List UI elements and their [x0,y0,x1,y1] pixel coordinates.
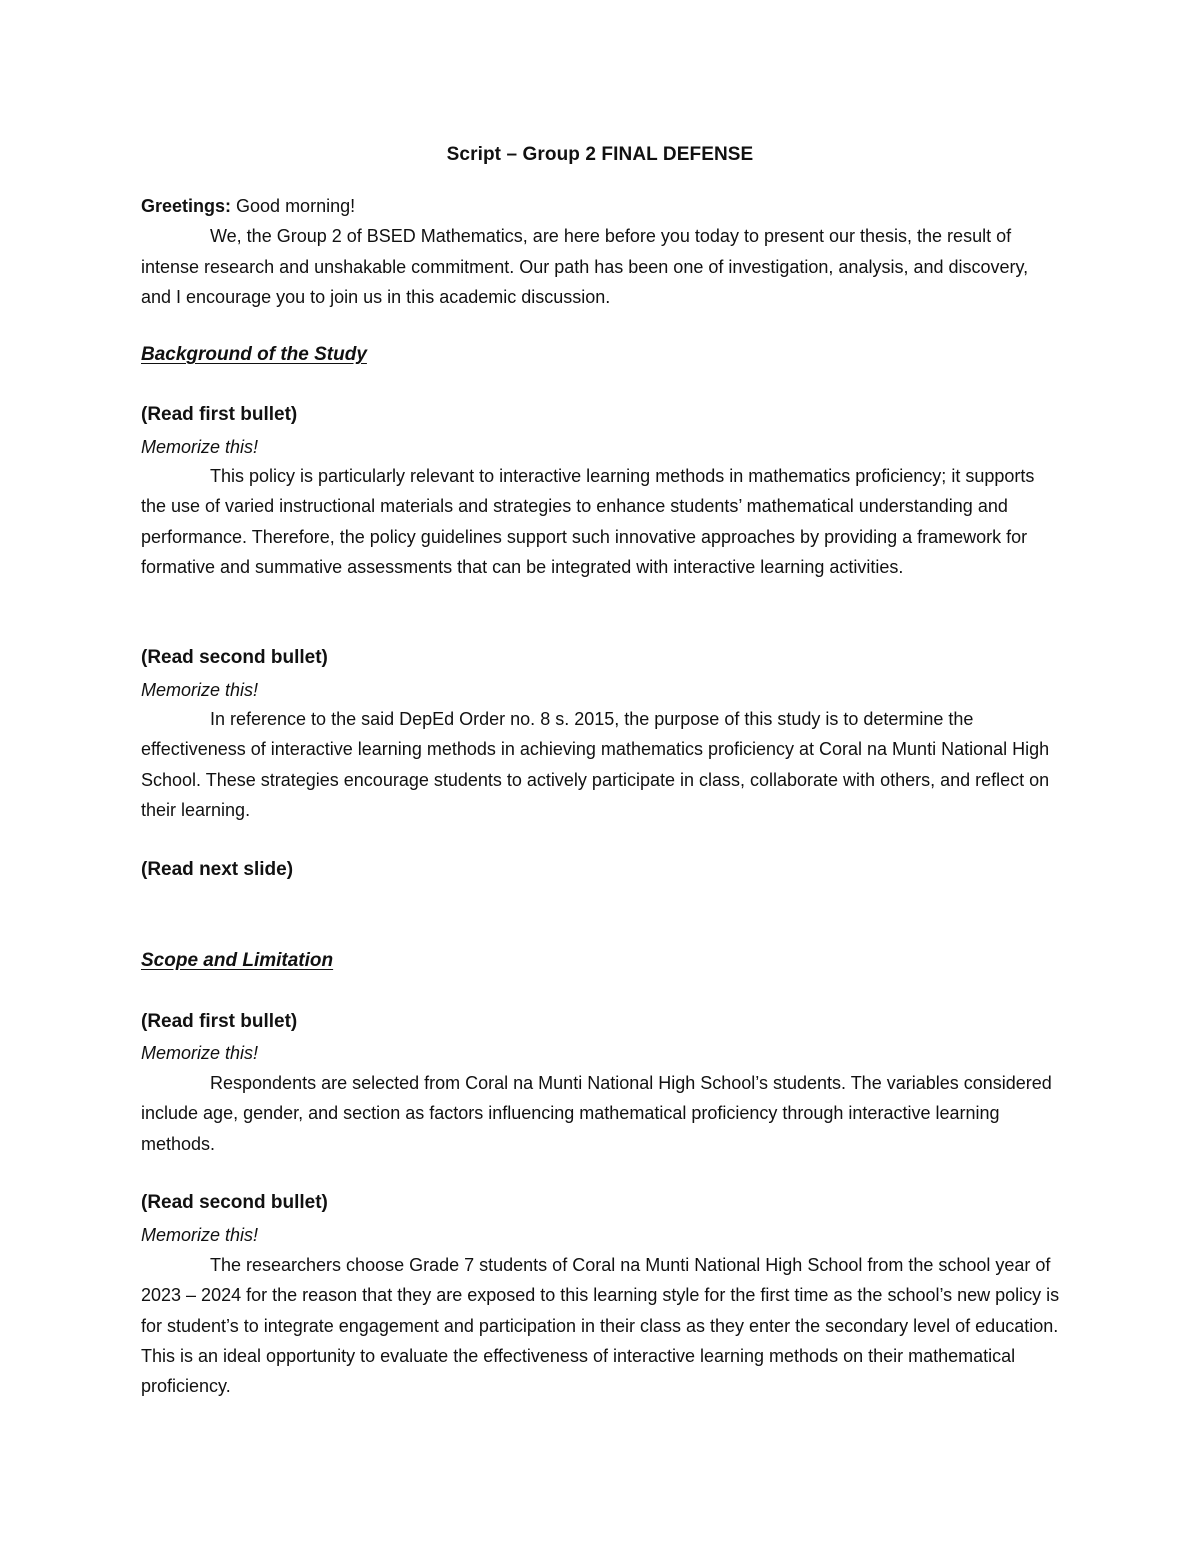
greetings-section [141,191,1061,312]
read-next-slide: (Read next slide) [141,859,294,880]
background-bullet1-block [141,461,1061,582]
scope-heading: Scope and Limitation [141,950,334,971]
greetings-text: Good morning! [231,196,356,216]
greetings-paragraph: We, the Group 2 of BSED Mathematics, are here before you today to present our thesis, the result of intense research and unshakable commitment. Our path has been one of investigation, analysis, and discovery, and I encourage you to join us in this academic discussion. [141,226,1029,307]
greetings-label: Greetings: [141,196,232,216]
background-bullet2-block [141,704,1061,825]
scope-bullet2-text: The researchers choose Grade 7 students of Coral na Munti National High School from the school year of 2023 – 2024 for the reason that they are exposed to this learning style for the first time as the school’s new policy is for student’s to integrate engagement and participation in their class as they enter the secondary level of education. This is an ideal opportunity to evaluate the effectiveness of interactive learning methods on their mathematical proficiency. [141,1255,1060,1397]
background-bullet2-label: (Read second bullet) [141,647,328,668]
scope-bullet1-note: Memorize this! [141,1043,259,1063]
scope-bullet2-block [141,1250,1061,1401]
background-bullet1-text: This policy is particularly relevant to interactive learning methods in mathematics proficiency; it supports the use of varied instructional materials and strategies to enhance students’ mathematical understanding and performance. Therefore, the policy guidelines support such innovative approaches by providing a framework for formative and summative assessments that can be integrated with interactive learning activities. [141,466,1035,577]
scope-bullet1-text: Respondents are selected from Coral na Munti National High School’s students. The variables considered include age, gender, and section as factors influencing mathematical proficiency through interactive learning methods. [141,1073,1052,1154]
background-bullet1-label: (Read first bullet) [141,404,298,425]
background-bullet2-note: Memorize this! [141,680,259,700]
scope-bullet2-label: (Read second bullet) [141,1192,328,1213]
scope-bullet2-note: Memorize this! [141,1225,259,1245]
scope-bullet1-label: (Read first bullet) [141,1011,298,1032]
greetings-line [141,191,1061,221]
background-heading: Background of the Study [141,344,367,365]
background-bullet1-note: Memorize this! [141,437,259,457]
scope-bullet1-block [141,1068,1061,1159]
background-bullet2-text: In reference to the said DepEd Order no. 8 s. 2015, the purpose of this study is to determine the effectiveness of interactive learning methods in achieving mathematics proficiency at Coral na Munti National High School. These strategies encourage students to actively participate in class, collaborate with others, and reflect on their learning. [141,709,1050,820]
document-title: Script – Group 2 FINAL DEFENSE [446,144,754,165]
